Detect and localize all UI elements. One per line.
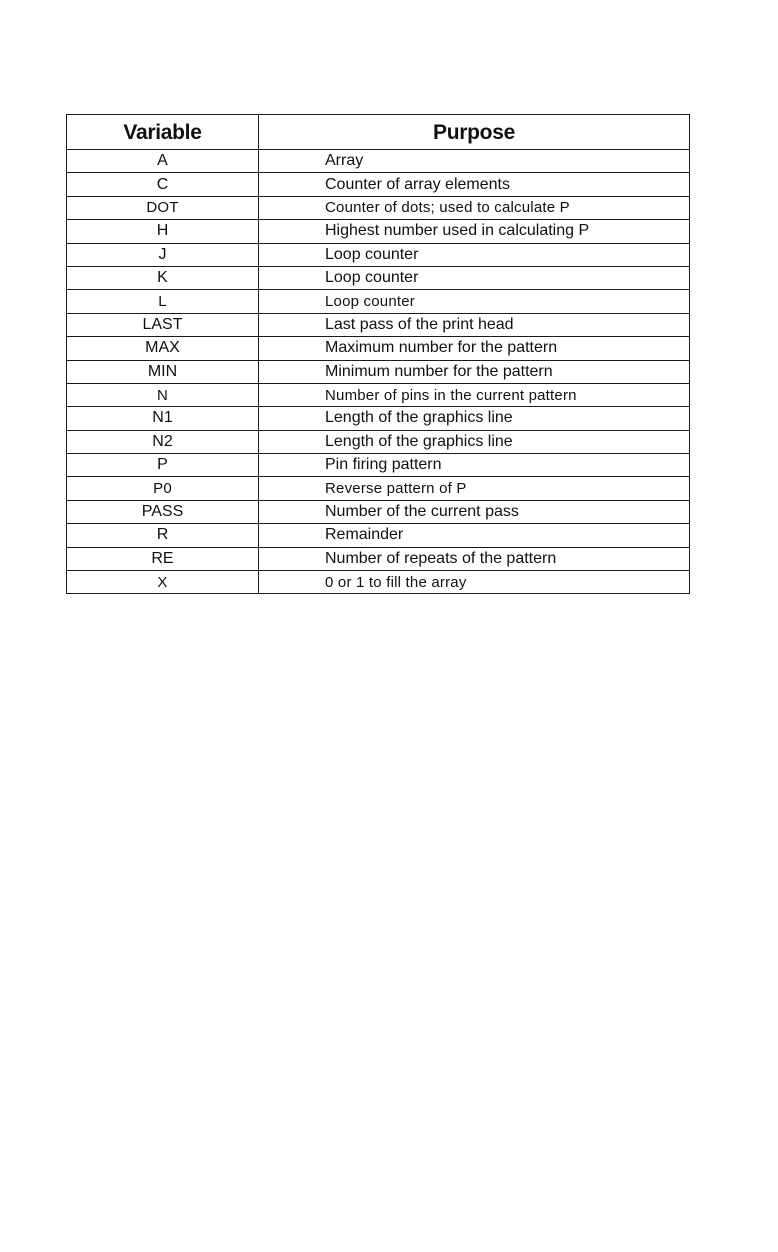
purpose-column-header: Purpose [259, 115, 690, 150]
table-row [67, 430, 690, 453]
table-row [67, 290, 690, 313]
variable-cell: X [67, 571, 259, 594]
purpose-cell: Pin firing pattern [259, 454, 690, 477]
table-row [67, 383, 690, 406]
variable-cell: A [67, 150, 259, 173]
variable-cell: MAX [67, 337, 259, 360]
purpose-cell: Counter of array elements [259, 173, 690, 196]
table-row [67, 196, 690, 219]
purpose-cell: Number of repeats of the pattern [259, 547, 690, 570]
variable-cell: P0 [67, 477, 259, 500]
variable-cell: J [67, 243, 259, 266]
table-row [67, 500, 690, 523]
variable-cell: L [67, 290, 259, 313]
purpose-cell: Loop counter [259, 290, 690, 313]
variable-cell: RE [67, 547, 259, 570]
purpose-cell: Highest number used in calculating P [259, 220, 690, 243]
table-body [67, 150, 690, 594]
table-row [67, 360, 690, 383]
table-header [67, 115, 690, 150]
table-row [67, 477, 690, 500]
purpose-cell: Reverse pattern of P [259, 477, 690, 500]
purpose-cell: Last pass of the print head [259, 313, 690, 336]
table-row [67, 220, 690, 243]
variable-cell: K [67, 266, 259, 289]
variable-cell: MIN [67, 360, 259, 383]
variable-cell: N1 [67, 407, 259, 430]
purpose-cell: Length of the graphics line [259, 407, 690, 430]
purpose-cell: Number of the current pass [259, 500, 690, 523]
variables-table [66, 114, 690, 594]
purpose-cell: Length of the graphics line [259, 430, 690, 453]
variable-cell: C [67, 173, 259, 196]
purpose-cell: Loop counter [259, 266, 690, 289]
variable-cell: N2 [67, 430, 259, 453]
variable-cell: LAST [67, 313, 259, 336]
variable-cell: R [67, 524, 259, 547]
purpose-cell: Remainder [259, 524, 690, 547]
purpose-cell: Maximum number for the pattern [259, 337, 690, 360]
table-row [67, 571, 690, 594]
purpose-cell: Number of pins in the current pattern [259, 383, 690, 406]
table-row [67, 313, 690, 336]
purpose-cell: 0 or 1 to fill the array [259, 571, 690, 594]
variable-cell: PASS [67, 500, 259, 523]
table-row [67, 150, 690, 173]
table-row [67, 173, 690, 196]
purpose-cell: Minimum number for the pattern [259, 360, 690, 383]
variable-column-header: Variable [67, 115, 259, 150]
table-row [67, 547, 690, 570]
header-row [67, 115, 690, 150]
variable-cell: N [67, 383, 259, 406]
variable-cell: H [67, 220, 259, 243]
purpose-cell: Array [259, 150, 690, 173]
table-row [67, 454, 690, 477]
table-row [67, 337, 690, 360]
table-row [67, 407, 690, 430]
purpose-cell: Loop counter [259, 243, 690, 266]
table-row [67, 243, 690, 266]
variable-cell: P [67, 454, 259, 477]
table-row [67, 266, 690, 289]
purpose-cell: Counter of dots; used to calculate P [259, 196, 690, 219]
table-row [67, 524, 690, 547]
variable-cell: DOT [67, 196, 259, 219]
